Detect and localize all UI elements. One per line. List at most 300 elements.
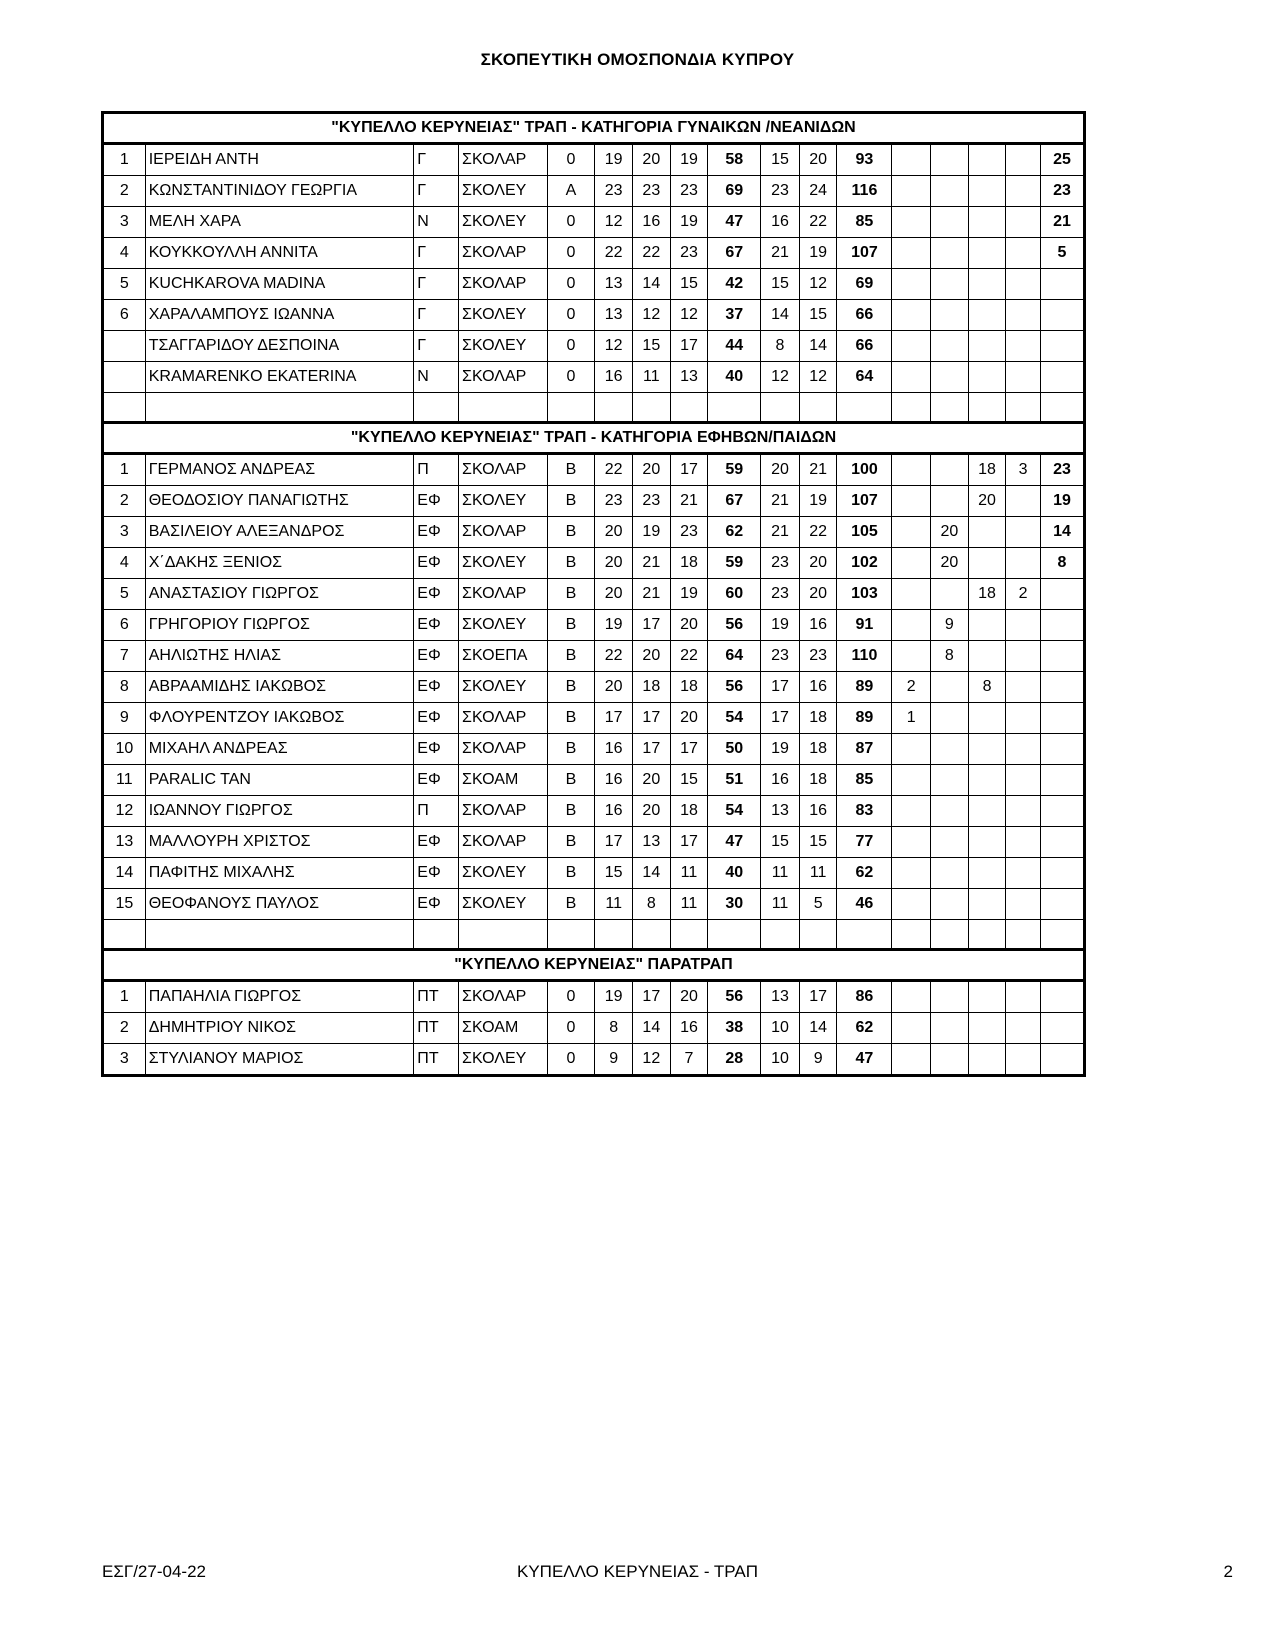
cell-x2	[931, 238, 969, 269]
cell-name: ΦΛΟΥΡΕΝΤΖΟΥ ΙΑΚΩΒΟΣ	[145, 703, 414, 734]
cell-name: ΜΙΧΑΗΛ ΑΝΔΡΕΑΣ	[145, 734, 414, 765]
cell-r5: 20	[799, 144, 837, 176]
cell-sub1: 42	[708, 269, 761, 300]
cell-cat: ΕΦ	[414, 610, 459, 641]
cell-pts	[1040, 796, 1084, 827]
cell-r1: 22	[595, 641, 633, 672]
cell-rank: 1	[103, 144, 146, 176]
cell-x2	[931, 734, 969, 765]
spacer-row	[103, 393, 1085, 423]
cell-x4	[1006, 981, 1041, 1013]
empty-cell	[1006, 920, 1041, 950]
cell-club: ΣΚΟΛΕΥ	[459, 176, 548, 207]
cell-x4	[1006, 207, 1041, 238]
cell-total: 47	[837, 1044, 892, 1076]
cell-club: ΣΚΟΛΑΡ	[459, 796, 548, 827]
cell-r4: 13	[761, 981, 800, 1013]
cell-name: ΜΕΛΗ ΧΑΡΑ	[145, 207, 414, 238]
cell-sub1: 37	[708, 300, 761, 331]
cell-club: ΣΚΟΛΕΥ	[459, 548, 548, 579]
cell-rank: 4	[103, 548, 146, 579]
cell-x3: 8	[968, 672, 1006, 703]
cell-cat: ΕΦ	[414, 889, 459, 920]
cell-r3: 19	[670, 579, 708, 610]
cell-cat: ΕΦ	[414, 858, 459, 889]
cell-r2: 12	[633, 300, 671, 331]
cell-name: ΑΒΡΑΑΜΙΔΗΣ ΙΑΚΩΒΟΣ	[145, 672, 414, 703]
cell-r4: 23	[761, 579, 800, 610]
cell-x2	[931, 362, 969, 393]
cell-r2: 17	[633, 703, 671, 734]
cell-rank: 1	[103, 981, 146, 1013]
table-row	[103, 858, 1085, 889]
cell-club: ΣΚΟΑΜ	[459, 765, 548, 796]
cell-total: 85	[837, 765, 892, 796]
cell-x4	[1006, 765, 1041, 796]
cell-x1	[892, 269, 931, 300]
cell-r5: 11	[799, 858, 837, 889]
cell-class: Β	[547, 889, 595, 920]
cell-r1: 8	[595, 1013, 633, 1044]
cell-rank: 15	[103, 889, 146, 920]
table-row	[103, 765, 1085, 796]
cell-x3	[968, 517, 1006, 548]
cell-pts: 25	[1040, 144, 1084, 176]
cell-x1: 2	[892, 672, 931, 703]
cell-r4: 16	[761, 765, 800, 796]
cell-name: ΜΑΛΛΟΥΡΗ ΧΡΙΣΤΟΣ	[145, 827, 414, 858]
cell-pts	[1040, 765, 1084, 796]
cell-cat: Γ	[414, 176, 459, 207]
cell-x2	[931, 486, 969, 517]
cell-x4	[1006, 1044, 1041, 1076]
cell-club: ΣΚΟΛΑΡ	[459, 517, 548, 548]
table-row	[103, 981, 1085, 1013]
cell-x2	[931, 796, 969, 827]
cell-r2: 14	[633, 269, 671, 300]
cell-r1: 22	[595, 454, 633, 486]
cell-total: 89	[837, 703, 892, 734]
cell-name: ΘΕΟΔΟΣΙΟΥ ΠΑΝΑΓΙΩΤΗΣ	[145, 486, 414, 517]
empty-cell	[799, 920, 837, 950]
cell-total: 103	[837, 579, 892, 610]
cell-r5: 16	[799, 672, 837, 703]
cell-rank: 7	[103, 641, 146, 672]
cell-cat: Γ	[414, 238, 459, 269]
cell-r3: 22	[670, 641, 708, 672]
cell-r3: 23	[670, 176, 708, 207]
cell-rank: 1	[103, 454, 146, 486]
cell-x3	[968, 889, 1006, 920]
cell-total: 89	[837, 672, 892, 703]
empty-cell	[633, 920, 671, 950]
empty-cell	[670, 393, 708, 423]
table-row	[103, 300, 1085, 331]
cell-r2: 20	[633, 144, 671, 176]
cell-x2	[931, 703, 969, 734]
cell-cat: ΕΦ	[414, 734, 459, 765]
cell-x3	[968, 734, 1006, 765]
cell-r5: 24	[799, 176, 837, 207]
cell-x2	[931, 1013, 969, 1044]
cell-class: 0	[547, 269, 595, 300]
cell-name: KRAMARENKO EKATERINA	[145, 362, 414, 393]
cell-total: 87	[837, 734, 892, 765]
cell-rank	[103, 331, 146, 362]
cell-x1	[892, 1044, 931, 1076]
cell-pts	[1040, 734, 1084, 765]
cell-r1: 16	[595, 765, 633, 796]
empty-cell	[892, 920, 931, 950]
cell-r1: 12	[595, 331, 633, 362]
cell-x4	[1006, 331, 1041, 362]
cell-r5: 19	[799, 486, 837, 517]
document-title: ΣΚΟΠΕΥΤΙΚΗ ΟΜΟΣΠΟΝΔΙΑ ΚΥΠΡΟΥ	[480, 50, 795, 69]
cell-sub1: 58	[708, 144, 761, 176]
cell-r4: 10	[761, 1013, 800, 1044]
cell-r4: 11	[761, 858, 800, 889]
empty-cell	[837, 393, 892, 423]
cell-name: ΒΑΣΙΛΕΙΟΥ ΑΛΕΞΑΝΔΡΟΣ	[145, 517, 414, 548]
cell-x4	[1006, 734, 1041, 765]
cell-r1: 15	[595, 858, 633, 889]
cell-r1: 9	[595, 1044, 633, 1076]
cell-pts	[1040, 703, 1084, 734]
cell-pts: 21	[1040, 207, 1084, 238]
cell-name: ΔΗΜΗΤΡΙΟΥ ΝΙΚΟΣ	[145, 1013, 414, 1044]
empty-cell	[595, 920, 633, 950]
empty-cell	[708, 920, 761, 950]
cell-x4	[1006, 144, 1041, 176]
cell-r4: 21	[761, 238, 800, 269]
cell-rank: 12	[103, 796, 146, 827]
cell-name: ΙΕΡΕΙΔΗ ΑΝΤΗ	[145, 144, 414, 176]
cell-total: 62	[837, 858, 892, 889]
cell-sub1: 56	[708, 672, 761, 703]
cell-sub1: 40	[708, 858, 761, 889]
cell-x4: 2	[1006, 579, 1041, 610]
empty-cell	[708, 393, 761, 423]
cell-name: ΤΣΑΓΓΑΡΙΔΟΥ ΔΕΣΠΟΙΝΑ	[145, 331, 414, 362]
cell-r5: 15	[799, 300, 837, 331]
cell-r1: 16	[595, 362, 633, 393]
cell-x1	[892, 300, 931, 331]
cell-r1: 19	[595, 144, 633, 176]
page-number: 2	[1223, 1562, 1233, 1581]
cell-class: Β	[547, 734, 595, 765]
cell-total: 107	[837, 486, 892, 517]
empty-cell	[1040, 393, 1084, 423]
section-title: "ΚΥΠΕΛΛΟ ΚΕΡΥΝΕΙΑΣ" ΤΡΑΠ - ΚΑΤΗΓΟΡΙΑ ΕΦΗΒΩΝ/ΠΑΙΔΩΝ	[103, 423, 1085, 454]
cell-r1: 22	[595, 238, 633, 269]
cell-r2: 17	[633, 610, 671, 641]
cell-r3: 11	[670, 858, 708, 889]
cell-cat: ΕΦ	[414, 641, 459, 672]
cell-club: ΣΚΟΛΕΥ	[459, 207, 548, 238]
cell-x4	[1006, 858, 1041, 889]
cell-r2: 11	[633, 362, 671, 393]
cell-r4: 14	[761, 300, 800, 331]
cell-club: ΣΚΟΛΑΡ	[459, 238, 548, 269]
cell-sub1: 54	[708, 796, 761, 827]
cell-sub1: 30	[708, 889, 761, 920]
table-row	[103, 672, 1085, 703]
cell-r3: 17	[670, 827, 708, 858]
cell-sub1: 56	[708, 981, 761, 1013]
table-row	[103, 486, 1085, 517]
cell-x3	[968, 176, 1006, 207]
cell-r3: 21	[670, 486, 708, 517]
cell-r5: 22	[799, 517, 837, 548]
cell-r2: 21	[633, 548, 671, 579]
cell-class: 0	[547, 238, 595, 269]
cell-rank: 14	[103, 858, 146, 889]
cell-class: Β	[547, 517, 595, 548]
cell-r3: 17	[670, 331, 708, 362]
cell-sub1: 67	[708, 238, 761, 269]
cell-r1: 16	[595, 796, 633, 827]
cell-pts	[1040, 1013, 1084, 1044]
table-row	[103, 1044, 1085, 1076]
table-row	[103, 238, 1085, 269]
cell-sub1: 47	[708, 207, 761, 238]
cell-total: 66	[837, 300, 892, 331]
cell-r2: 14	[633, 1013, 671, 1044]
cell-r5: 18	[799, 703, 837, 734]
cell-class: Α	[547, 176, 595, 207]
cell-r1: 16	[595, 734, 633, 765]
cell-rank	[103, 362, 146, 393]
cell-sub1: 60	[708, 579, 761, 610]
cell-sub1: 69	[708, 176, 761, 207]
cell-x2	[931, 1044, 969, 1076]
table-row	[103, 1013, 1085, 1044]
cell-r2: 8	[633, 889, 671, 920]
cell-pts	[1040, 981, 1084, 1013]
cell-class: 0	[547, 981, 595, 1013]
cell-rank: 3	[103, 517, 146, 548]
cell-cat: ΕΦ	[414, 579, 459, 610]
cell-x1	[892, 827, 931, 858]
cell-class: Β	[547, 827, 595, 858]
cell-x1	[892, 765, 931, 796]
cell-r3: 17	[670, 734, 708, 765]
cell-club: ΣΚΟΛΑΡ	[459, 981, 548, 1013]
cell-sub1: 59	[708, 454, 761, 486]
empty-cell	[968, 920, 1006, 950]
empty-cell	[595, 393, 633, 423]
table-row	[103, 207, 1085, 238]
cell-total: 93	[837, 144, 892, 176]
cell-pts	[1040, 579, 1084, 610]
cell-rank: 5	[103, 579, 146, 610]
empty-cell	[103, 920, 146, 950]
cell-class: 0	[547, 300, 595, 331]
cell-cat: ΕΦ	[414, 486, 459, 517]
table-row	[103, 796, 1085, 827]
section-title: "ΚΥΠΕΛΛΟ ΚΕΡΥΝΕΙΑΣ" ΠΑΡΑΤΡΑΠ	[103, 950, 1085, 981]
cell-r3: 16	[670, 1013, 708, 1044]
footer-date-code: ΕΣΓ/27-04-22	[102, 1562, 206, 1581]
table-row	[103, 362, 1085, 393]
empty-cell	[547, 393, 595, 423]
empty-cell	[1040, 920, 1084, 950]
cell-r4: 21	[761, 517, 800, 548]
cell-club: ΣΚΟΛΕΥ	[459, 889, 548, 920]
cell-r1: 19	[595, 610, 633, 641]
cell-x3: 18	[968, 579, 1006, 610]
cell-sub1: 38	[708, 1013, 761, 1044]
cell-name: ΠΑΦΙΤΗΣ ΜΙΧΑΛΗΣ	[145, 858, 414, 889]
cell-x2	[931, 454, 969, 486]
table-row	[103, 144, 1085, 176]
cell-rank: 2	[103, 1013, 146, 1044]
cell-x2	[931, 672, 969, 703]
cell-x4	[1006, 238, 1041, 269]
cell-name: ΓΡΗΓΟΡΙΟΥ ΓΙΩΡΓΟΣ	[145, 610, 414, 641]
cell-x3	[968, 362, 1006, 393]
section-header-row	[103, 113, 1085, 144]
cell-cat: ΠΤ	[414, 981, 459, 1013]
cell-rank: 13	[103, 827, 146, 858]
cell-x4	[1006, 889, 1041, 920]
cell-name: ΚΩΝΣΤΑΝΤΙΝΙΔΟΥ ΓΕΩΡΓΙΑ	[145, 176, 414, 207]
cell-name: ΠΑΠΑΗΛΙΑ ΓΙΩΡΓΟΣ	[145, 981, 414, 1013]
cell-r1: 13	[595, 300, 633, 331]
cell-sub1: 64	[708, 641, 761, 672]
cell-rank: 3	[103, 1044, 146, 1076]
table-row	[103, 703, 1085, 734]
cell-sub1: 28	[708, 1044, 761, 1076]
cell-x2	[931, 765, 969, 796]
cell-club: ΣΚΟΛΕΥ	[459, 858, 548, 889]
cell-x1	[892, 796, 931, 827]
cell-r3: 15	[670, 765, 708, 796]
cell-x2: 20	[931, 548, 969, 579]
cell-class: Β	[547, 610, 595, 641]
cell-rank: 5	[103, 269, 146, 300]
cell-x2	[931, 176, 969, 207]
empty-cell	[761, 920, 800, 950]
cell-r2: 20	[633, 454, 671, 486]
cell-r4: 20	[761, 454, 800, 486]
cell-r4: 17	[761, 672, 800, 703]
cell-r2: 20	[633, 765, 671, 796]
cell-r3: 17	[670, 454, 708, 486]
cell-class: 0	[547, 362, 595, 393]
cell-cat: ΕΦ	[414, 548, 459, 579]
cell-r1: 23	[595, 176, 633, 207]
cell-r1: 13	[595, 269, 633, 300]
cell-r4: 15	[761, 269, 800, 300]
cell-x4: 3	[1006, 454, 1041, 486]
cell-sub1: 67	[708, 486, 761, 517]
cell-r2: 20	[633, 641, 671, 672]
section-header-row	[103, 423, 1085, 454]
cell-r2: 22	[633, 238, 671, 269]
cell-r3: 19	[670, 207, 708, 238]
cell-r1: 11	[595, 889, 633, 920]
cell-sub1: 54	[708, 703, 761, 734]
table-row	[103, 579, 1085, 610]
cell-r5: 9	[799, 1044, 837, 1076]
cell-x3	[968, 144, 1006, 176]
cell-class: 0	[547, 144, 595, 176]
empty-cell	[145, 920, 414, 950]
cell-r3: 23	[670, 238, 708, 269]
cell-class: Β	[547, 796, 595, 827]
cell-x1	[892, 579, 931, 610]
cell-total: 116	[837, 176, 892, 207]
cell-total: 64	[837, 362, 892, 393]
cell-x2: 8	[931, 641, 969, 672]
cell-club: ΣΚΟΑΜ	[459, 1013, 548, 1044]
cell-x4	[1006, 796, 1041, 827]
cell-r4: 23	[761, 548, 800, 579]
cell-x2	[931, 269, 969, 300]
cell-class: Β	[547, 858, 595, 889]
cell-class: 0	[547, 1013, 595, 1044]
cell-x3	[968, 300, 1006, 331]
cell-club: ΣΚΟΛΑΡ	[459, 734, 548, 765]
cell-cat: Π	[414, 796, 459, 827]
empty-cell	[968, 393, 1006, 423]
cell-sub1: 40	[708, 362, 761, 393]
cell-x1	[892, 734, 931, 765]
cell-pts	[1040, 889, 1084, 920]
cell-x4	[1006, 517, 1041, 548]
cell-r2: 17	[633, 981, 671, 1013]
cell-r4: 23	[761, 176, 800, 207]
cell-cat: ΠΤ	[414, 1044, 459, 1076]
cell-r4: 13	[761, 796, 800, 827]
cell-cat: Γ	[414, 269, 459, 300]
cell-name: KUCHKAROVA MADINA	[145, 269, 414, 300]
cell-r3: 11	[670, 889, 708, 920]
cell-r3: 23	[670, 517, 708, 548]
cell-r2: 21	[633, 579, 671, 610]
empty-cell	[931, 393, 969, 423]
cell-name: ΑΝΑΣΤΑΣΙΟΥ ΓΙΩΡΓΟΣ	[145, 579, 414, 610]
cell-x4	[1006, 703, 1041, 734]
table-row	[103, 610, 1085, 641]
cell-r2: 23	[633, 486, 671, 517]
cell-cat: ΠΤ	[414, 1013, 459, 1044]
cell-rank: 2	[103, 176, 146, 207]
cell-total: 85	[837, 207, 892, 238]
table-row	[103, 517, 1085, 548]
cell-sub1: 51	[708, 765, 761, 796]
cell-r2: 16	[633, 207, 671, 238]
cell-cat: Ν	[414, 207, 459, 238]
empty-cell	[103, 393, 146, 423]
cell-r5: 15	[799, 827, 837, 858]
cell-club: ΣΚΟΛΕΥ	[459, 610, 548, 641]
table-row	[103, 269, 1085, 300]
cell-club: ΣΚΟΛΕΥ	[459, 300, 548, 331]
cell-x4	[1006, 827, 1041, 858]
cell-cat: ΕΦ	[414, 703, 459, 734]
cell-name: ΘΕΟΦΑΝΟΥΣ ΠΑΥΛΟΣ	[145, 889, 414, 920]
cell-x3: 18	[968, 454, 1006, 486]
cell-class: 0	[547, 331, 595, 362]
empty-cell	[799, 393, 837, 423]
cell-pts	[1040, 269, 1084, 300]
cell-x1	[892, 517, 931, 548]
cell-x1	[892, 207, 931, 238]
cell-x1	[892, 486, 931, 517]
empty-cell	[414, 920, 459, 950]
